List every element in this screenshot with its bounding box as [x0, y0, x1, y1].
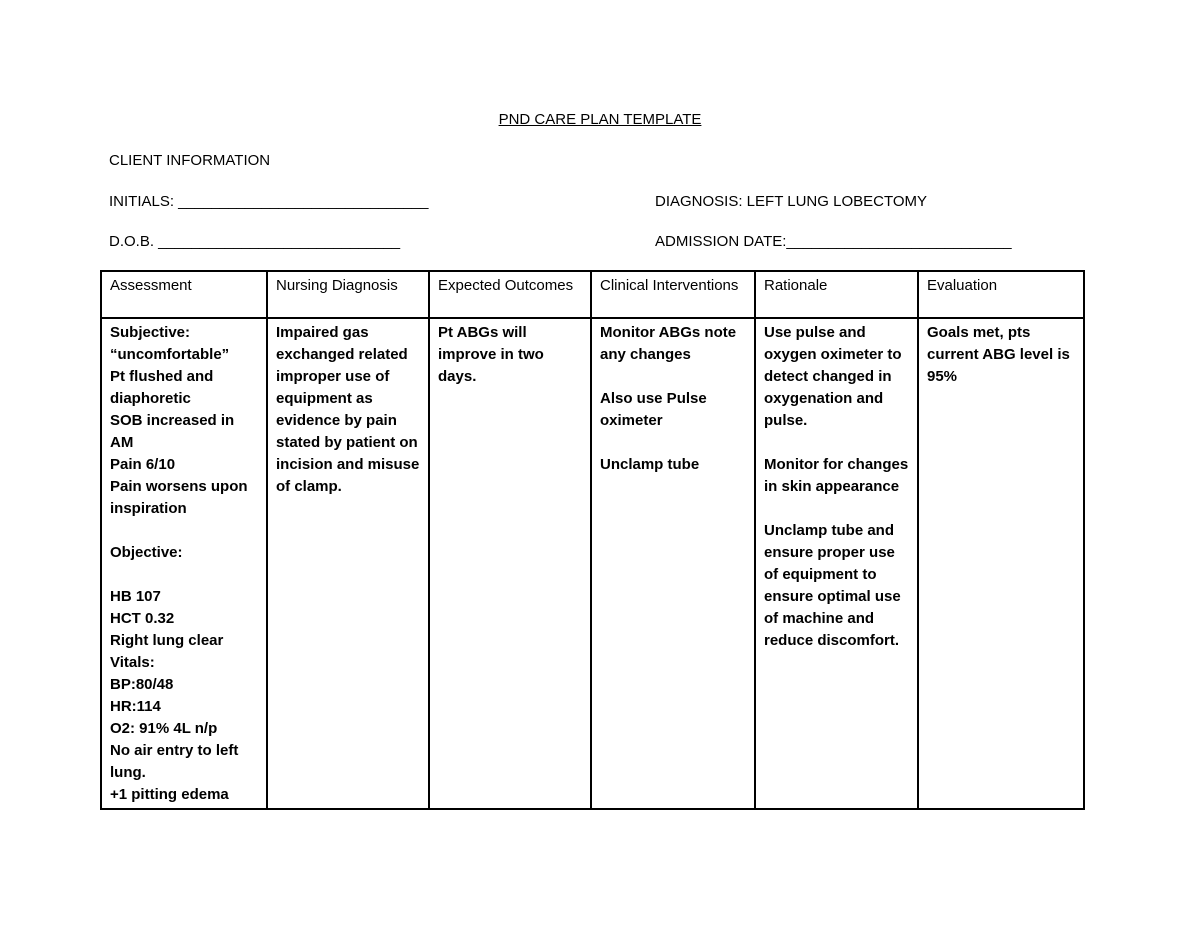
evaluation-text: Goals met, pts current ABG level is 95% [927, 324, 1070, 385]
client-info-heading: CLIENT INFORMATION [109, 152, 271, 169]
nursing-diagnosis-text: Impaired gas exchanged related improper use of equipment as evidence by pain stated by patient on incision and misuse of clamp. [276, 324, 420, 495]
header-evaluation: Evaluation [918, 271, 1084, 318]
cell-expected-outcomes [429, 318, 591, 809]
dob-field: D.O.B. _____________________________ [109, 233, 401, 250]
care-plan-table [100, 270, 1085, 810]
admission-date-field: ADMISSION DATE:___________________________ [655, 233, 1012, 250]
table-row [101, 318, 1084, 809]
cell-evaluation [918, 318, 1084, 809]
header-nursing-diagnosis: Nursing Diagnosis [267, 271, 429, 318]
cell-clinical-interventions [591, 318, 755, 809]
clinical-interventions-text: Monitor ABGs note any changes Also use Pulse oximeter Unclamp tube [600, 324, 737, 473]
header-rationale: Rationale [755, 271, 918, 318]
cell-rationale [755, 318, 918, 809]
document-title: PND CARE PLAN TEMPLATE [498, 111, 702, 128]
header-assessment: Assessment [101, 271, 267, 318]
cell-nursing-diagnosis [267, 318, 429, 809]
expected-outcomes-text: Pt ABGs will improve in two days. [438, 324, 544, 385]
initials-field: INITIALS: ______________________________ [109, 193, 429, 210]
header-clinical-interventions: Clinical Interventions [591, 271, 755, 318]
diagnosis-field: DIAGNOSIS: LEFT LUNG LOBECTOMY [655, 193, 928, 210]
table-header-row [101, 271, 1084, 318]
assessment-text: Subjective: “uncomfortable” Pt flushed and diaphoretic SOB increased in AM Pain 6/10 Pain worsens upon inspiration Objective: HB 107 HCT 0.32 Right lung clear Vitals: BP:80/48 HR:114 O2: 91% 4L n/p No air entry to left lung. +1 pitting edema [110, 324, 248, 803]
cell-assessment [101, 318, 267, 809]
header-expected-outcomes: Expected Outcomes [429, 271, 591, 318]
rationale-text: Use pulse and oxygen oximeter to detect changed in oxygenation and pulse. Monitor for changes in skin appearance Unclamp tube and ensure proper use of equipment to ensure optimal use of machine and reduce discomfort. [764, 324, 909, 649]
